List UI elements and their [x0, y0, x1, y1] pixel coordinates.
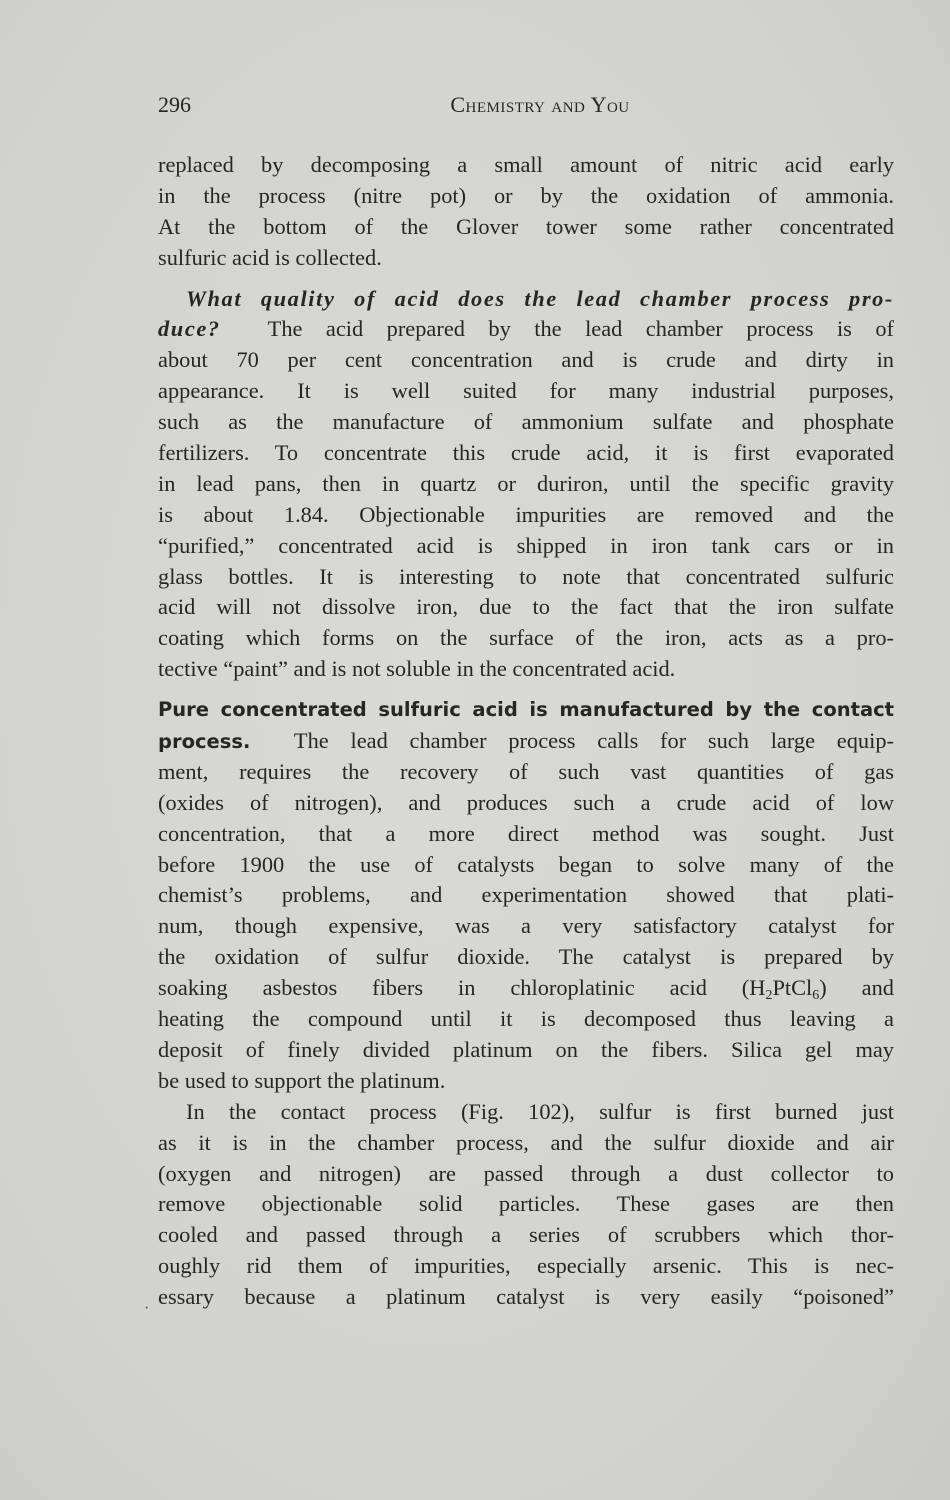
text-line: “purified,” concentrated acid is shipped in iron tank cars or in — [158, 532, 894, 558]
running-title: Chemistry and You — [450, 92, 630, 117]
paragraph-1 — [158, 150, 894, 274]
text-line: num, though expensive, was a very satisfactory catalyst for — [158, 913, 894, 939]
formula-line-after: ) and — [819, 975, 894, 1001]
text-line: the oxidation of sulfur dioxide. The catalyst is prepared by — [158, 944, 894, 970]
text-line: glass bottles. It is interesting to note that concentrated sulfuric — [158, 563, 894, 589]
text-line: coating which forms on the surface of the iron, acts as a pro- — [158, 625, 894, 651]
text-line: cooled and passed through a series of scrubbers which thor- — [158, 1222, 894, 1248]
text-line: deposit of finely divided platinum on the fibers. Silica gel may — [158, 1036, 894, 1062]
text-line — [158, 726, 894, 757]
text-line — [158, 314, 894, 345]
text-line: concentration, that a more direct method was sought. Just — [158, 820, 894, 846]
text-line: remove objectionable solid particles. These gases are then — [158, 1191, 894, 1217]
margin-mark: · — [144, 1300, 150, 1317]
body-text — [158, 150, 894, 1313]
paragraph-4 — [158, 1097, 894, 1313]
formula-subscript: 6 — [812, 988, 820, 1004]
section-heading: Pure concentrated sulfuric acid is manufactured by the contact — [158, 698, 894, 722]
paragraph-2 — [158, 284, 894, 686]
text-line: fertilizers. To concentrate this crude acid, it is first evaporated — [158, 440, 894, 466]
text-line: in the process (nitre pot) or by the oxidation of ammonia. — [158, 182, 894, 208]
text-line: At the bottom of the Glover tower some rather concentrated — [158, 213, 894, 239]
text-line: about 70 per cent concentration and is crude and dirty in — [158, 347, 894, 373]
text-line-rest: The acid prepared by the lead chamber process is of — [267, 316, 894, 342]
page-header — [158, 92, 894, 128]
question-heading-end: duce? — [158, 316, 221, 342]
paragraph-3 — [158, 695, 894, 1097]
question-heading: What quality of acid does the lead chamber process pro- — [186, 285, 894, 311]
text-line: (oxides of nitrogen), and produces such a crude acid of low — [158, 789, 894, 815]
text-line: (oxygen and nitrogen) are passed through a dust collector to — [158, 1160, 894, 1186]
section-heading-end: process. — [158, 730, 251, 754]
formula-line — [158, 973, 894, 1004]
page-number: 296 — [158, 92, 191, 117]
text-line: oughly rid them of impurities, especially arsenic. This is nec- — [158, 1253, 894, 1279]
text-line: heating the compound until it is decomposed thus leaving a — [158, 1006, 894, 1032]
text-line: acid will not dissolve iron, due to the fact that the iron sulfate — [158, 594, 894, 620]
text-line: replaced by decomposing a small amount of nitric acid early — [158, 152, 894, 177]
formula-subscript: 2 — [765, 988, 773, 1004]
text-line-rest: The lead chamber process calls for such large equip- — [293, 728, 894, 754]
text-line: in lead pans, then in quartz or duriron, until the specific gravity — [158, 470, 894, 496]
text-line: ment, requires the recovery of such vast quantities of gas — [158, 758, 894, 784]
formula-mid: PtCl — [772, 975, 813, 1001]
text-line: is about 1.84. Objectionable impurities are removed and the — [158, 501, 894, 527]
text-line: appearance. It is well suited for many industrial purposes, — [158, 378, 894, 404]
text-line: In the contact process (Fig. 102), sulfur is first burned just — [186, 1098, 894, 1124]
formula-line-before: soaking asbestos fibers in chloroplatinic acid (H — [158, 975, 766, 1001]
text-line: be used to support the platinum. — [158, 1067, 446, 1093]
text-line: sulfuric acid is collected. — [158, 244, 382, 270]
text-line: chemist’s problems, and experimentation showed that plati- — [158, 882, 894, 908]
text-line: tective “paint” and is not soluble in the concentrated acid. — [158, 656, 676, 682]
text-line: as it is in the chamber process, and the sulfur dioxide and air — [158, 1129, 894, 1155]
text-line: such as the manufacture of ammonium sulfate and phosphate — [158, 409, 894, 435]
text-line: before 1900 the use of catalysts began to solve many of the — [158, 851, 894, 877]
text-line: essary because a platinum catalyst is very easily “poisoned” — [158, 1284, 894, 1310]
